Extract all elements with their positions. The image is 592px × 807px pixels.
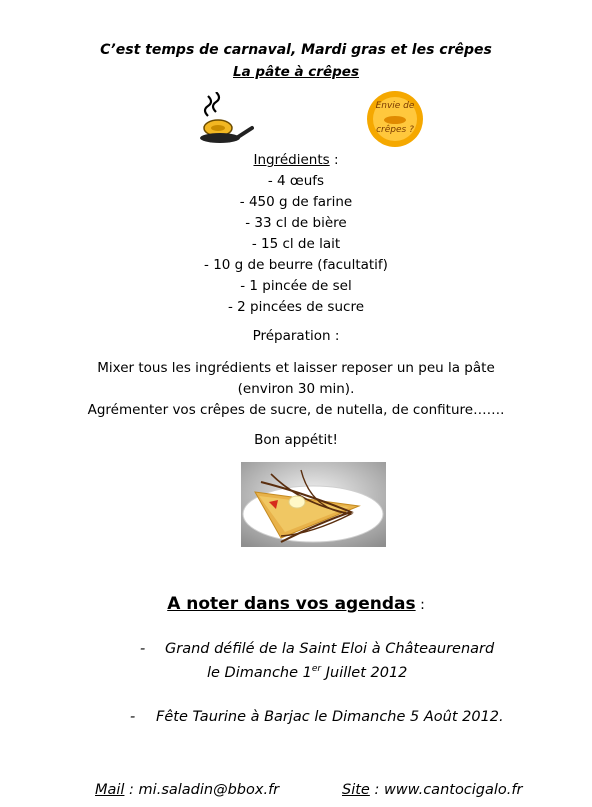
preparation-line: (environ 30 min). xyxy=(237,381,355,397)
mail-address[interactable]: : mi.saladin@bbox.fr xyxy=(124,782,280,798)
logo-line2: crêpes ? xyxy=(376,125,414,135)
envie-de-crepes-logo xyxy=(366,90,424,148)
agenda-item-1-line2 xyxy=(207,664,407,681)
preparation-line: Mixer tous les ingrédients et laisser reposer un peu la pâte xyxy=(97,360,495,376)
footer-mail xyxy=(95,782,279,798)
agenda-heading-suffix: : xyxy=(415,597,425,613)
agenda-heading: A noter dans vos agendas xyxy=(167,594,416,614)
page-title: C’est temps de carnaval, Mardi gras et les crêpes xyxy=(100,42,492,58)
agenda-date-post: Juillet 2012 xyxy=(321,664,408,681)
ingredients-heading-suffix: : xyxy=(329,152,339,168)
ingredient-item: - 4 œufs xyxy=(267,173,325,189)
bon-appetit: Bon appétit! xyxy=(254,432,338,448)
crepe-photo xyxy=(241,462,386,547)
agenda-date-pre: le Dimanche 1 xyxy=(207,664,312,681)
preparation-line: Agrémenter vos crêpes de sucre, de nutella, de confiture……. xyxy=(87,402,505,418)
ingredients-section xyxy=(0,150,592,318)
logo-line1: Envie de xyxy=(375,101,415,111)
site-label: Site xyxy=(342,782,370,798)
ingredient-item: - 10 g de beurre (facultatif) xyxy=(204,257,388,273)
ingredient-item: - 15 cl de lait xyxy=(251,236,341,252)
footer-site xyxy=(342,782,522,798)
ingredient-item: - 33 cl de bière xyxy=(245,215,347,231)
agenda-heading-line xyxy=(0,594,592,614)
agenda-item-2: Fête Taurine à Barjac le Dimanche 5 Août 2012. xyxy=(156,709,504,725)
recipe-subtitle: La pâte à crêpes xyxy=(233,64,359,80)
ingredients-heading-line xyxy=(0,150,592,171)
ingredient-item: - 450 g de farine xyxy=(239,194,353,210)
ingredient-item: - 1 pincée de sel xyxy=(240,278,352,294)
agenda-bullet: - xyxy=(140,641,146,657)
ingredient-item: - 2 pincées de sucre xyxy=(227,299,364,315)
agenda-date-sup: er xyxy=(311,664,322,674)
ingredients-heading: Ingrédients xyxy=(253,152,330,168)
agenda-item-1-line1: Grand défilé de la Saint Eloi à Châteaurenard xyxy=(165,641,495,657)
preparation-heading: Préparation : xyxy=(252,328,340,344)
site-url[interactable]: : www.cantocigalo.fr xyxy=(369,782,523,798)
preparation-text xyxy=(0,358,592,421)
mail-label: Mail xyxy=(95,782,125,798)
agenda-bullet: - xyxy=(130,709,136,725)
pan-pancake-icon xyxy=(194,92,254,150)
